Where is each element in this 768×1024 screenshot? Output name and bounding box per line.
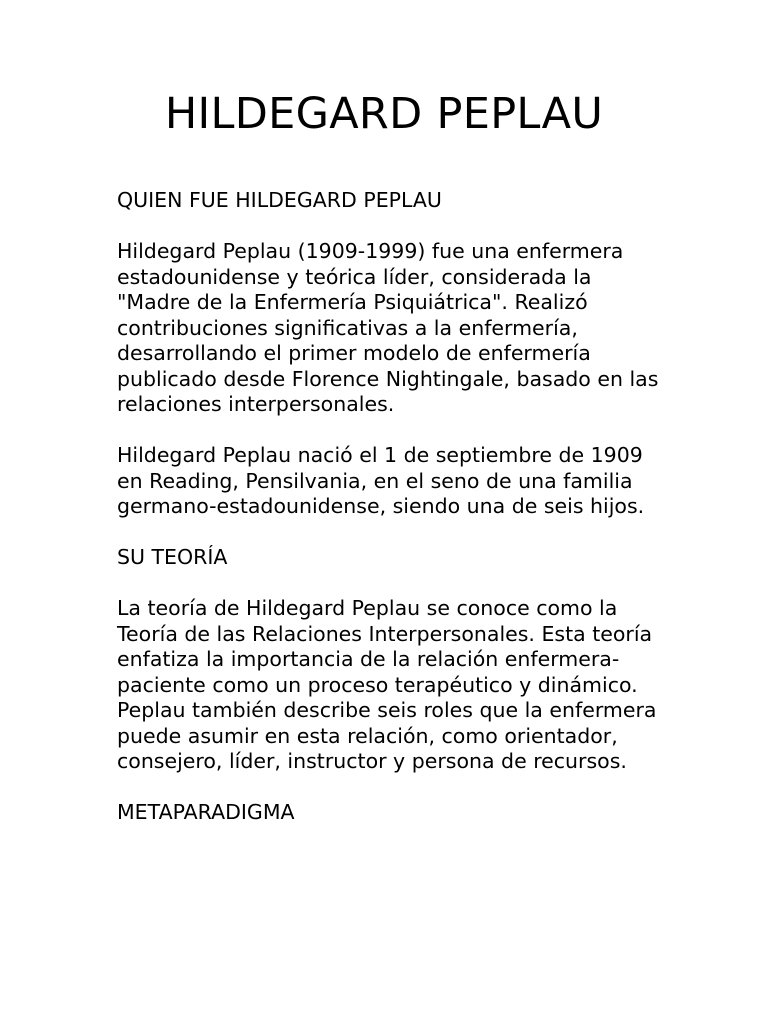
section-heading-metaparadigma: METAPARADIGMA (117, 800, 295, 824)
document-body (117, 188, 662, 851)
document-title: HILDEGARD PEPLAU (164, 89, 604, 139)
section-heading-su-teoria: SU TEORÍA (117, 545, 228, 569)
section-heading-quien-fue: QUIEN FUE HILDEGARD PEPLAU (117, 188, 442, 212)
paragraph-teoria: La teoría de Hildegard Peplau se conoce como la Teoría de las Relaciones Interpersonales. Esta teoría enfatiza la importancia de la relación enfermera-paciente como un proceso terapéutico y dinámico. Peplau también describe seis roles que la enfermera puede asumir en esta relación, como orientador, consejero, líder, instructor y persona de recursos. (117, 596, 657, 773)
paragraph-biografia: Hildegard Peplau (1909-1999) fue una enfermera estadounidense y teórica líder, considerada la "Madre de la Enfermería Psiquiátrica". Realizó contribuciones significativas a la enfermería, desarrollando el primer modelo de enfermería publicado desde Florence Nightingale, basado en las relaciones interpersonales. (117, 239, 659, 416)
paragraph-nacimiento: Hildegard Peplau nació el 1 de septiembre de 1909 en Reading, Pensilvania, en el seno de una familia germano-estadounidense, siendo una de seis hijos. (117, 443, 645, 518)
